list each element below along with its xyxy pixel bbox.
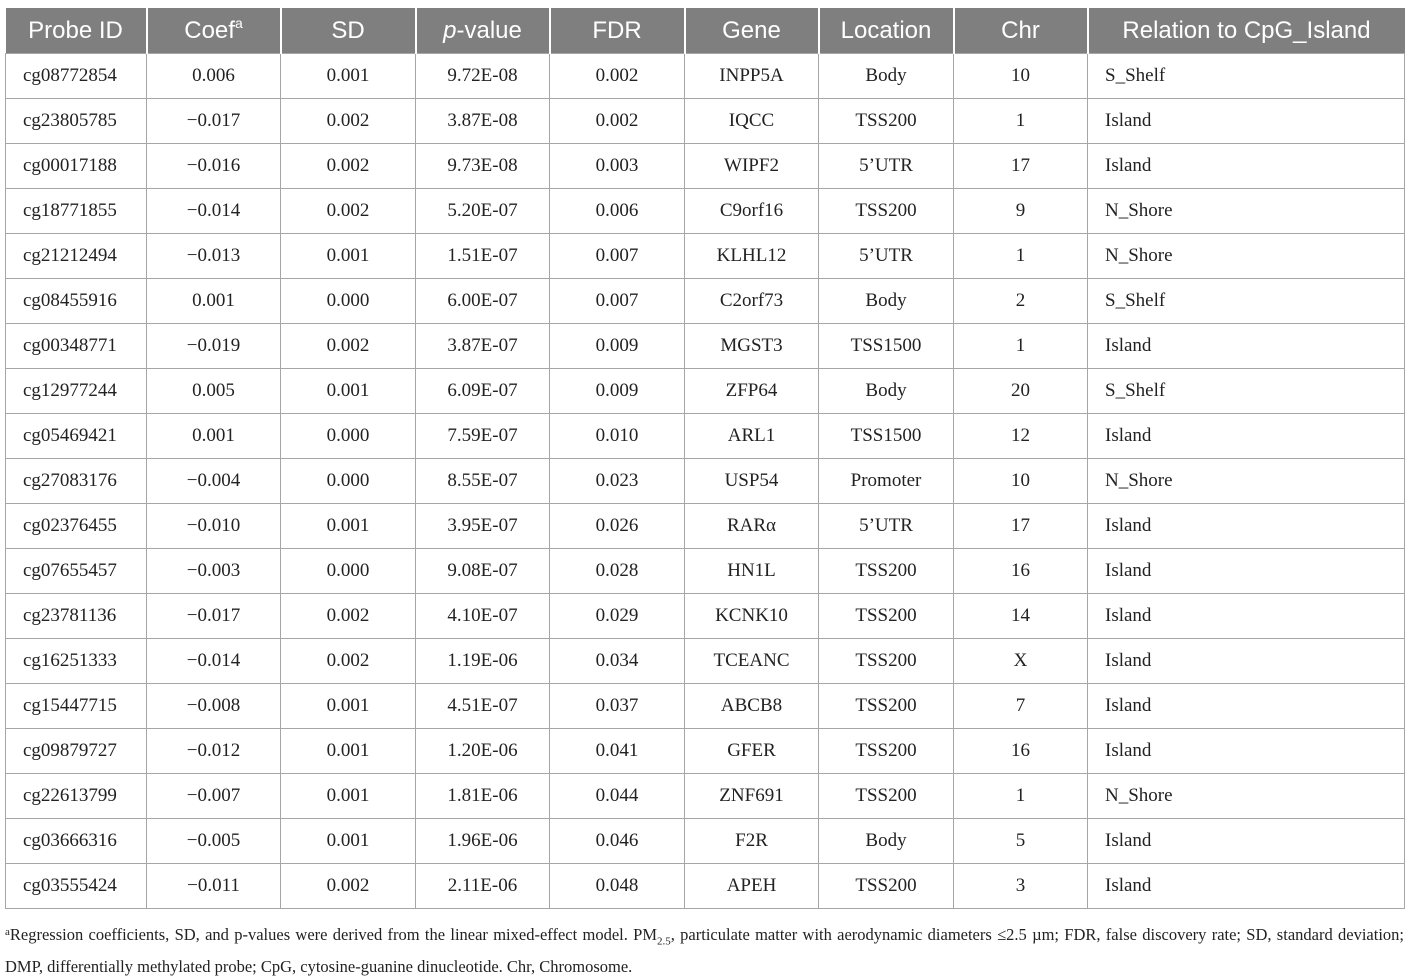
cell-location: TSS1500 bbox=[819, 324, 954, 369]
cell-coef: 0.006 bbox=[147, 54, 281, 99]
cell-sd: 0.001 bbox=[281, 774, 416, 819]
cell-location: TSS200 bbox=[819, 729, 954, 774]
cell-coef: −0.014 bbox=[147, 189, 281, 234]
cell-coef: −0.007 bbox=[147, 774, 281, 819]
cell-p-value: 9.72E-08 bbox=[416, 54, 550, 99]
dmp-results-table bbox=[5, 8, 1405, 909]
cell-probe-id: cg22613799 bbox=[6, 774, 147, 819]
cell-gene: ARL1 bbox=[685, 414, 819, 459]
cell-relation: Island bbox=[1088, 684, 1405, 729]
cell-gene: KLHL12 bbox=[685, 234, 819, 279]
cell-location: TSS200 bbox=[819, 189, 954, 234]
cell-probe-id: cg23805785 bbox=[6, 99, 147, 144]
cell-relation: Island bbox=[1088, 594, 1405, 639]
cell-fdr: 0.041 bbox=[550, 729, 685, 774]
cell-fdr: 0.002 bbox=[550, 54, 685, 99]
table-row bbox=[6, 594, 1405, 639]
cell-chr: 7 bbox=[954, 684, 1088, 729]
cell-gene: ZNF691 bbox=[685, 774, 819, 819]
header-p-italic: p bbox=[443, 16, 457, 44]
cell-coef: −0.014 bbox=[147, 639, 281, 684]
cell-sd: 0.002 bbox=[281, 864, 416, 909]
cell-p-value: 3.87E-08 bbox=[416, 99, 550, 144]
cell-fdr: 0.002 bbox=[550, 99, 685, 144]
cell-chr: 1 bbox=[954, 99, 1088, 144]
header-coef-footnote-mark: a bbox=[234, 14, 243, 31]
cell-sd: 0.000 bbox=[281, 549, 416, 594]
cell-probe-id: cg07655457 bbox=[6, 549, 147, 594]
cell-fdr: 0.007 bbox=[550, 279, 685, 324]
header-gene: Gene bbox=[685, 8, 819, 54]
cell-relation: S_Shelf bbox=[1088, 279, 1405, 324]
table-row bbox=[6, 549, 1405, 594]
cell-gene: RARα bbox=[685, 504, 819, 549]
cell-probe-id: cg18771855 bbox=[6, 189, 147, 234]
cell-sd: 0.001 bbox=[281, 234, 416, 279]
table-body bbox=[6, 54, 1405, 909]
cell-gene: USP54 bbox=[685, 459, 819, 504]
cell-chr: 17 bbox=[954, 504, 1088, 549]
cell-sd: 0.001 bbox=[281, 819, 416, 864]
cell-relation: Island bbox=[1088, 504, 1405, 549]
cell-fdr: 0.009 bbox=[550, 369, 685, 414]
cell-chr: 9 bbox=[954, 189, 1088, 234]
cell-relation: Island bbox=[1088, 324, 1405, 369]
cell-gene: APEH bbox=[685, 864, 819, 909]
footnote-mark: a bbox=[5, 926, 10, 938]
cell-probe-id: cg21212494 bbox=[6, 234, 147, 279]
cell-gene: ABCB8 bbox=[685, 684, 819, 729]
cell-probe-id: cg27083176 bbox=[6, 459, 147, 504]
header-coef-label: Coef bbox=[184, 16, 235, 44]
cell-relation: N_Shore bbox=[1088, 459, 1405, 504]
cell-location: Body bbox=[819, 54, 954, 99]
cell-relation: N_Shore bbox=[1088, 234, 1405, 279]
table-row bbox=[6, 819, 1405, 864]
footnote-text-1: Regression coefficients, SD, and p-values were derived from the linear mixed-effect model. PM bbox=[9, 925, 657, 944]
cell-chr: 10 bbox=[954, 459, 1088, 504]
cell-p-value: 1.96E-06 bbox=[416, 819, 550, 864]
cell-fdr: 0.028 bbox=[550, 549, 685, 594]
cell-chr: 1 bbox=[954, 774, 1088, 819]
cell-probe-id: cg03555424 bbox=[6, 864, 147, 909]
cell-location: TSS200 bbox=[819, 864, 954, 909]
cell-fdr: 0.029 bbox=[550, 594, 685, 639]
cell-probe-id: cg03666316 bbox=[6, 819, 147, 864]
cell-relation: Island bbox=[1088, 729, 1405, 774]
cell-gene: KCNK10 bbox=[685, 594, 819, 639]
header-probe-id: Probe ID bbox=[6, 8, 147, 54]
cell-fdr: 0.006 bbox=[550, 189, 685, 234]
cell-probe-id: cg00017188 bbox=[6, 144, 147, 189]
cell-location: TSS200 bbox=[819, 639, 954, 684]
cell-sd: 0.002 bbox=[281, 99, 416, 144]
cell-coef: 0.001 bbox=[147, 279, 281, 324]
cell-coef: −0.003 bbox=[147, 549, 281, 594]
cell-coef: −0.017 bbox=[147, 594, 281, 639]
cell-p-value: 1.51E-07 bbox=[416, 234, 550, 279]
cell-chr: 5 bbox=[954, 819, 1088, 864]
cell-location: Body bbox=[819, 819, 954, 864]
cell-location: TSS200 bbox=[819, 684, 954, 729]
cell-p-value: 1.81E-06 bbox=[416, 774, 550, 819]
table-row bbox=[6, 864, 1405, 909]
cell-location: TSS200 bbox=[819, 549, 954, 594]
cell-relation: N_Shore bbox=[1088, 189, 1405, 234]
cell-coef: −0.019 bbox=[147, 324, 281, 369]
cell-chr: 10 bbox=[954, 54, 1088, 99]
cell-fdr: 0.048 bbox=[550, 864, 685, 909]
table-header-row bbox=[6, 8, 1405, 54]
cell-probe-id: cg00348771 bbox=[6, 324, 147, 369]
cell-coef: −0.011 bbox=[147, 864, 281, 909]
cell-location: Body bbox=[819, 369, 954, 414]
cell-relation: N_Shore bbox=[1088, 774, 1405, 819]
table-row bbox=[6, 504, 1405, 549]
cell-sd: 0.001 bbox=[281, 369, 416, 414]
header-relation: Relation to CpG_Island bbox=[1088, 8, 1405, 54]
table-footnote bbox=[5, 922, 1404, 980]
cell-sd: 0.000 bbox=[281, 279, 416, 324]
cell-coef: −0.016 bbox=[147, 144, 281, 189]
cell-p-value: 9.73E-08 bbox=[416, 144, 550, 189]
cell-gene: ZFP64 bbox=[685, 369, 819, 414]
cell-gene: IQCC bbox=[685, 99, 819, 144]
cell-p-value: 9.08E-07 bbox=[416, 549, 550, 594]
cell-relation: Island bbox=[1088, 414, 1405, 459]
cell-chr: X bbox=[954, 639, 1088, 684]
cell-relation: Island bbox=[1088, 639, 1405, 684]
table-row bbox=[6, 639, 1405, 684]
table-row bbox=[6, 99, 1405, 144]
cell-coef: 0.001 bbox=[147, 414, 281, 459]
cell-fdr: 0.007 bbox=[550, 234, 685, 279]
cell-probe-id: cg15447715 bbox=[6, 684, 147, 729]
cell-sd: 0.002 bbox=[281, 639, 416, 684]
cell-probe-id: cg02376455 bbox=[6, 504, 147, 549]
cell-fdr: 0.034 bbox=[550, 639, 685, 684]
cell-probe-id: cg09879727 bbox=[6, 729, 147, 774]
cell-coef: −0.012 bbox=[147, 729, 281, 774]
cell-location: 5’UTR bbox=[819, 504, 954, 549]
cell-chr: 1 bbox=[954, 324, 1088, 369]
cell-fdr: 0.046 bbox=[550, 819, 685, 864]
cell-fdr: 0.003 bbox=[550, 144, 685, 189]
cell-location: 5’UTR bbox=[819, 144, 954, 189]
cell-coef: −0.004 bbox=[147, 459, 281, 504]
cell-p-value: 3.87E-07 bbox=[416, 324, 550, 369]
header-fdr: FDR bbox=[550, 8, 685, 54]
footnote-text-2: , particulate matter with aerodynamic diameters ≤2.5 µm; FDR, false discovery rate; SD, standard deviation; DMP, differentially methylated probe; CpG, cytosine-guanine dinucleotide. Chr, Chromosome. bbox=[5, 925, 1404, 977]
cell-gene: HN1L bbox=[685, 549, 819, 594]
cell-sd: 0.001 bbox=[281, 684, 416, 729]
table-row bbox=[6, 774, 1405, 819]
table-row bbox=[6, 144, 1405, 189]
cell-p-value: 8.55E-07 bbox=[416, 459, 550, 504]
cell-gene: WIPF2 bbox=[685, 144, 819, 189]
cell-gene: INPP5A bbox=[685, 54, 819, 99]
cell-fdr: 0.026 bbox=[550, 504, 685, 549]
header-location: Location bbox=[819, 8, 954, 54]
cell-coef: −0.017 bbox=[147, 99, 281, 144]
cell-coef: −0.008 bbox=[147, 684, 281, 729]
cell-relation: S_Shelf bbox=[1088, 369, 1405, 414]
cell-p-value: 6.09E-07 bbox=[416, 369, 550, 414]
header-chr: Chr bbox=[954, 8, 1088, 54]
header-coef bbox=[147, 8, 281, 54]
cell-relation: Island bbox=[1088, 549, 1405, 594]
cell-relation: Island bbox=[1088, 819, 1405, 864]
table-row bbox=[6, 414, 1405, 459]
cell-p-value: 4.51E-07 bbox=[416, 684, 550, 729]
table-row bbox=[6, 369, 1405, 414]
cell-chr: 12 bbox=[954, 414, 1088, 459]
cell-sd: 0.002 bbox=[281, 144, 416, 189]
table-row bbox=[6, 729, 1405, 774]
cell-sd: 0.001 bbox=[281, 729, 416, 774]
cell-chr: 2 bbox=[954, 279, 1088, 324]
cell-p-value: 1.19E-06 bbox=[416, 639, 550, 684]
header-sd: SD bbox=[281, 8, 416, 54]
table-row bbox=[6, 54, 1405, 99]
cell-relation: Island bbox=[1088, 864, 1405, 909]
cell-gene: GFER bbox=[685, 729, 819, 774]
cell-relation: Island bbox=[1088, 99, 1405, 144]
results-table-container bbox=[5, 8, 1404, 909]
cell-p-value: 7.59E-07 bbox=[416, 414, 550, 459]
cell-p-value: 4.10E-07 bbox=[416, 594, 550, 639]
cell-sd: 0.001 bbox=[281, 504, 416, 549]
cell-chr: 20 bbox=[954, 369, 1088, 414]
cell-fdr: 0.023 bbox=[550, 459, 685, 504]
cell-coef: −0.013 bbox=[147, 234, 281, 279]
header-p-suffix: -value bbox=[456, 16, 522, 44]
cell-location: 5’UTR bbox=[819, 234, 954, 279]
cell-location: Promoter bbox=[819, 459, 954, 504]
footnote-subscript: 2.5 bbox=[657, 935, 671, 948]
cell-fdr: 0.044 bbox=[550, 774, 685, 819]
cell-fdr: 0.037 bbox=[550, 684, 685, 729]
cell-probe-id: cg16251333 bbox=[6, 639, 147, 684]
cell-coef: 0.005 bbox=[147, 369, 281, 414]
cell-probe-id: cg05469421 bbox=[6, 414, 147, 459]
cell-probe-id: cg08772854 bbox=[6, 54, 147, 99]
table-row bbox=[6, 324, 1405, 369]
cell-sd: 0.002 bbox=[281, 324, 416, 369]
cell-probe-id: cg08455916 bbox=[6, 279, 147, 324]
cell-p-value: 2.11E-06 bbox=[416, 864, 550, 909]
cell-chr: 16 bbox=[954, 729, 1088, 774]
table-row bbox=[6, 684, 1405, 729]
cell-gene: C2orf73 bbox=[685, 279, 819, 324]
cell-sd: 0.000 bbox=[281, 414, 416, 459]
cell-relation: S_Shelf bbox=[1088, 54, 1405, 99]
cell-fdr: 0.009 bbox=[550, 324, 685, 369]
cell-p-value: 3.95E-07 bbox=[416, 504, 550, 549]
cell-location: TSS200 bbox=[819, 594, 954, 639]
cell-sd: 0.002 bbox=[281, 189, 416, 234]
table-row bbox=[6, 279, 1405, 324]
cell-location: Body bbox=[819, 279, 954, 324]
cell-sd: 0.000 bbox=[281, 459, 416, 504]
cell-fdr: 0.010 bbox=[550, 414, 685, 459]
cell-p-value: 1.20E-06 bbox=[416, 729, 550, 774]
cell-sd: 0.001 bbox=[281, 54, 416, 99]
table-row bbox=[6, 189, 1405, 234]
cell-gene: MGST3 bbox=[685, 324, 819, 369]
table-row bbox=[6, 234, 1405, 279]
cell-sd: 0.002 bbox=[281, 594, 416, 639]
cell-chr: 16 bbox=[954, 549, 1088, 594]
cell-gene: F2R bbox=[685, 819, 819, 864]
cell-chr: 1 bbox=[954, 234, 1088, 279]
cell-chr: 14 bbox=[954, 594, 1088, 639]
cell-probe-id: cg12977244 bbox=[6, 369, 147, 414]
cell-probe-id: cg23781136 bbox=[6, 594, 147, 639]
cell-location: TSS1500 bbox=[819, 414, 954, 459]
table-row bbox=[6, 459, 1405, 504]
cell-gene: TCEANC bbox=[685, 639, 819, 684]
cell-gene: C9orf16 bbox=[685, 189, 819, 234]
cell-coef: −0.005 bbox=[147, 819, 281, 864]
cell-coef: −0.010 bbox=[147, 504, 281, 549]
header-p-value bbox=[416, 8, 550, 54]
cell-p-value: 6.00E-07 bbox=[416, 279, 550, 324]
cell-chr: 3 bbox=[954, 864, 1088, 909]
cell-chr: 17 bbox=[954, 144, 1088, 189]
cell-location: TSS200 bbox=[819, 99, 954, 144]
cell-location: TSS200 bbox=[819, 774, 954, 819]
cell-relation: Island bbox=[1088, 144, 1405, 189]
cell-p-value: 5.20E-07 bbox=[416, 189, 550, 234]
